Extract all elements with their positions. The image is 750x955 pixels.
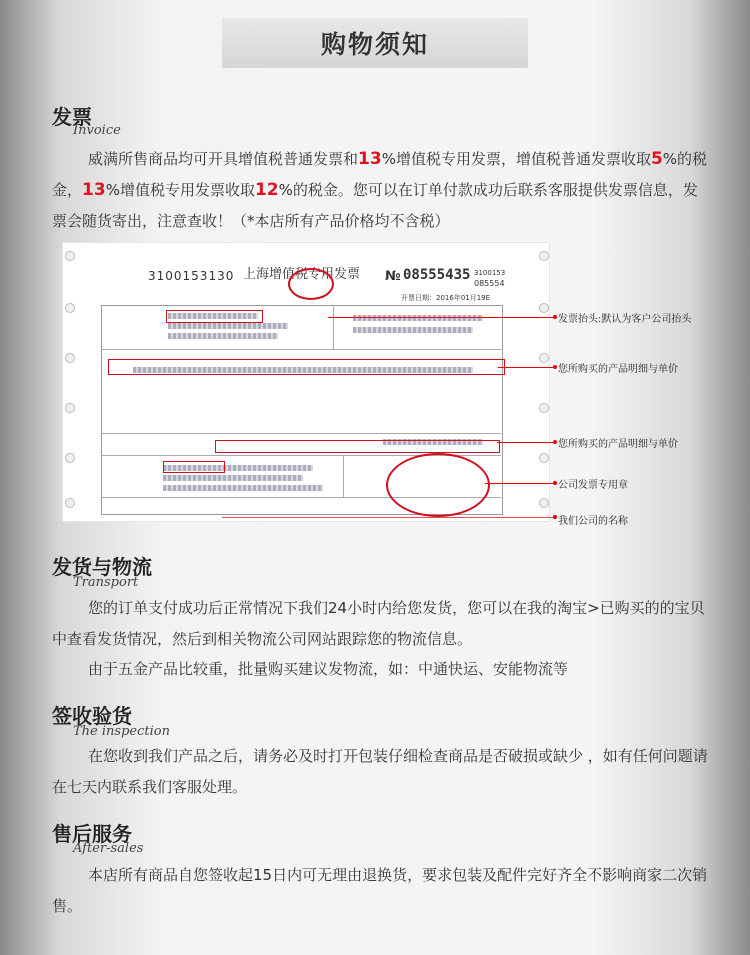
left-perforation — [63, 243, 75, 521]
invoice-section-title: 发票 — [52, 105, 92, 129]
transport-paragraph-2: 由于五金产品比较重，批量购买建议发物流，如：中通快运、安能物流等 — [88, 660, 569, 678]
annot-line-1 — [328, 317, 556, 318]
transport-section-subtitle: Transport — [73, 575, 139, 590]
rate-13: 13 — [358, 149, 382, 169]
tax-seal-top — [288, 268, 334, 300]
transport-paragraph-1: 您的订单支付成功后正常情况下我们24小时内给您发货，您可以在我的淘宝>已购买的的宝贝中查看发货情况，然后到相关物流公司网站跟踪您的物流信息。 — [52, 599, 705, 648]
invoice-paragraph: 威满所售商品均可开具增值税普通发票和13%增值税专用发票，增值税普通发票收取5%的税金，13%增值税专用发票收取12%的税金。您可以在订单付款成功后联系客服提供发票信息，发票会随货寄出，注意查收！（*本店所有产品价格均不含税） — [52, 149, 708, 230]
aftersales-section-subtitle: After-sales — [73, 841, 144, 856]
invoice-no-label: № — [385, 269, 401, 284]
invoice-section-subtitle: Invoice — [73, 123, 121, 138]
invoice-code-small-1: 3100153 — [474, 269, 506, 277]
annot-line-3 — [497, 442, 556, 443]
invoice-number: 08555435 — [403, 267, 471, 283]
rate-5: 5 — [650, 149, 663, 169]
annotation-product-detail-1: 您所购买的产品明细与单价 — [558, 364, 678, 375]
page-title-text: 购物须知 — [320, 30, 429, 59]
rate-12: 12 — [254, 180, 279, 200]
invoice-date: 开票日期：2016年01月19E — [401, 294, 491, 302]
inspection-section-subtitle: The inspection — [73, 724, 170, 739]
aftersales-section-title: 售后服务 — [52, 822, 132, 846]
annot-line-2 — [498, 367, 556, 368]
annotation-product-detail-2: 您所购买的产品明细与单价 — [558, 439, 678, 450]
transport-section-title: 发货与物流 — [52, 555, 152, 579]
aftersales-paragraph: 本店所有商品自您签收起15日内可无理由退换货，要求包装及配件完好齐全不影响商家二次销售。 — [52, 866, 708, 915]
inspection-section-title: 签收验货 — [52, 704, 132, 728]
seller-name-box — [163, 461, 225, 473]
total-amount-box — [215, 440, 500, 453]
invoice-code-small-2: 085554 — [474, 279, 505, 288]
rate-13-special: 13 — [82, 180, 106, 200]
annotation-invoice-header: 发票抬头:默认为客户公司抬头 — [558, 314, 692, 325]
annot-line-5 — [222, 517, 556, 518]
annot-line-4 — [485, 483, 556, 484]
annotation-company-seal: 公司发票专用章 — [558, 480, 628, 491]
page-title — [222, 18, 528, 68]
invoice-sample-image — [62, 242, 550, 522]
invoice-code: 3100153130 — [148, 269, 235, 283]
right-perforation — [537, 243, 549, 521]
invoice-form-title: 上海增值税专用发票 — [243, 267, 361, 282]
invoice-seal-stamp — [386, 453, 490, 517]
buyer-name-box — [166, 310, 263, 323]
inspection-paragraph: 在您收到我们产品之后，请务必及时打开包装仔细检查商品是否破损或缺少 ，如有任何问题请在七天内联系我们客服处理。 — [52, 747, 708, 796]
product-detail-box — [108, 359, 505, 375]
annotation-company-name: 我们公司的名称 — [558, 516, 628, 527]
